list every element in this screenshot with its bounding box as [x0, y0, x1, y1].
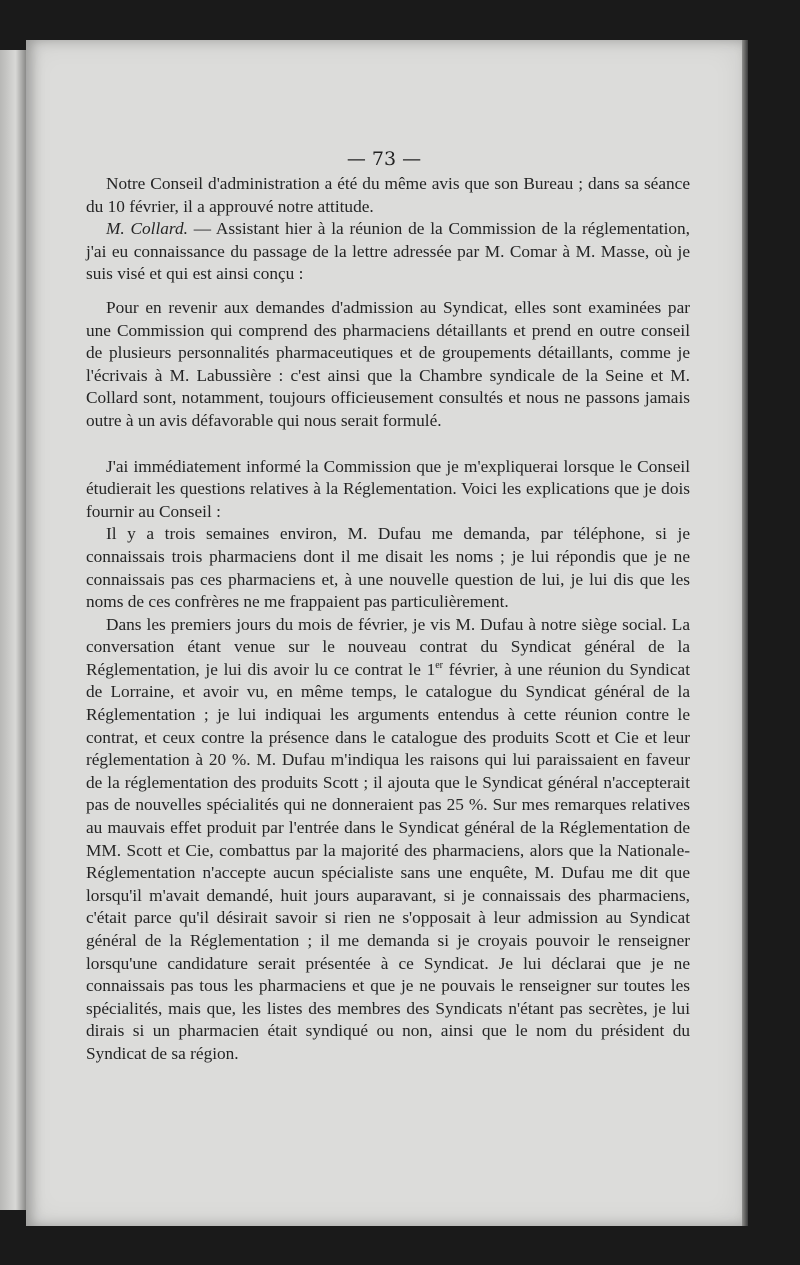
body-text — [86, 173, 690, 1066]
facing-page-edge — [0, 50, 26, 1210]
paragraph-4: J'ai immédiatement informé la Commission que je m'expliquerai lorsque le Conseil étudierait les questions relatives à la Réglementation. Voici les explications que je dois fournir au Conseil : — [86, 456, 690, 521]
page-number: — 73 — — [346, 148, 422, 170]
paragraph-6-text-b: février, à une réunion du Syndicat de Lorraine, et avoir vu, en même temps, le catalogue du Syndicat général de la Réglementation ; je lui indiquai les arguments entendus à cette réunion contre le contrat, et ceux contre la présence dans le catalogue des produits Scott et Cie et leur réglementation à 20 %. M. Dufau m'indiqua les raisons qui lui paraissaient en faveur de la réglementation des produits Scott ; il ajouta que le Syndicat général n'accepterait pas de nouvelles spécialités qui ne donneraient pas 25 %. Sur mes remarques relatives au mauvais effet produit par l'entrée dans le Syndicat général de la Réglementation de MM. Scott et Cie, combattus par la majorité des pharmaciens, alors que la Nationale-Réglementation n'accepte aucun spécialiste sans une enquête, M. Dufau me dit que lorsqu'il m'avait demandé, huit jours auparavant, si je connaissais des pharmaciens, c'était parce qu'il désirait savoir si rien ne s'opposait à leur admission au Syndicat général de la Réglementation ; il me demanda si je croyais pouvoir le renseigner lorsqu'une candidature serait présentée à ce Syndicat. Je lui déclarai que je ne connaissais pas tous les pharmaciens et que je ne pouvais le renseigner sur toutes les spécialités, mais que, les listes des membres des Syndicats n'étant pas secrètes, je lui dirais si un pharmacien était syndiqué ou non, ainsi que le nom du président du Syndicat de sa région. — [86, 659, 691, 1063]
book-page — [26, 40, 742, 1226]
paragraph-2-text: — Assistant hier à la réunion de la Commission de la réglementation, j'ai eu connaissance du passage de la lettre adressée par M. Comar à M. Masse, où je suis visé et qui est ainsi conçu : — [86, 219, 690, 284]
paragraph-6 — [86, 614, 690, 1066]
ordinal-superscript: er — [435, 660, 444, 672]
paragraph-5: Il y a trois semaines environ, M. Dufau me demanda, par téléphone, si je connaissais trois pharmaciens dont il me disait les noms ; je lui répondis que je ne connaissais pas ces pharmaciens et, à une nouvelle question de lui, je lui dis que les noms de ces confrères ne me frappaient pas particulièrement. — [86, 524, 690, 612]
page-stack-edge — [742, 40, 748, 1226]
paragraph-6-text-a: Dans les premiers jours du mois de février, je vis M. Dufau à notre siège social. La conversation étant venue sur le nouveau contrat du Syndicat général de la Réglementation, je lui dis avoir lu ce contrat le 1 — [86, 614, 690, 679]
paragraph-1: Notre Conseil d'administration a été du même avis que son Bureau ; dans sa séance du 10 février, il a approuvé notre attitude. — [86, 174, 690, 216]
paragraph-2 — [86, 218, 690, 286]
quoted-letter-excerpt: Pour en revenir aux demandes d'admission au Syndicat, elles sont examinées par une Commission qui comprend des pharmaciens détaillants et prend en outre conseil de plusieurs personnalités pharmaceutiques et de groupements détaillants, comme je l'écrivais à M. Labussière : c'est ainsi que la Chambre syndicale de la Seine et M. Collard sont, notamment, toujours officieusement consultés et nous ne passons jamais outre à un avis défavorable qui nous serait formulé. — [86, 297, 690, 430]
speaker-name: M. Collard. — [106, 219, 188, 239]
